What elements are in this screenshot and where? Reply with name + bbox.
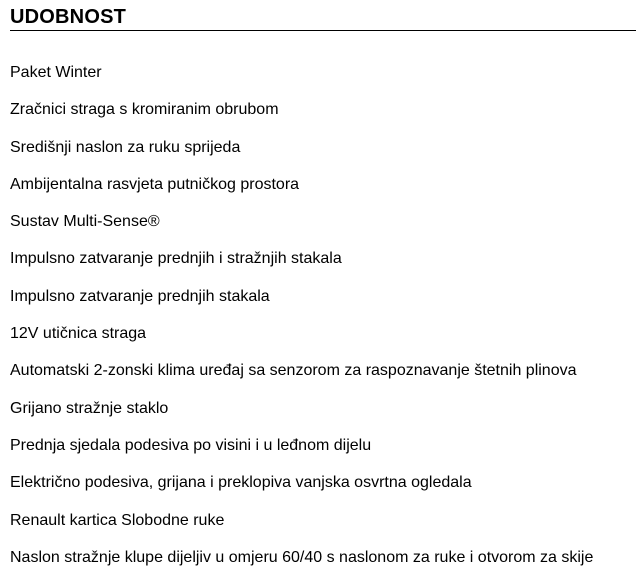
feature-item-climate-control: Automatski 2-zonski klima uređaj sa senzorom za raspoznavanje štetnih plinova [10, 362, 577, 380]
feature-item-12v-socket: 12V utičnica straga [10, 325, 147, 343]
feature-item-mirrors: Električno podesiva, grijana i preklopiva vanjska osvrtna ogledala [10, 474, 472, 492]
section-title: UDOBNOST [10, 6, 127, 28]
feature-item-rear-vents: Zračnici straga s kromiranim obrubom [10, 101, 279, 119]
feature-item-impulse-windows-front: Impulsno zatvaranje prednjih stakala [10, 287, 270, 305]
feature-item-front-armrest: Središnji naslon za ruku sprijeda [10, 138, 241, 156]
feature-item-adjustable-seats: Prednja sjedala podesiva po visini i u leđnom dijelu [10, 436, 372, 454]
feature-item-heated-rear-window: Grijano stražnje staklo [10, 399, 169, 417]
feature-item-ambient-lighting: Ambijentalna rasvjeta putničkog prostora [10, 175, 300, 193]
feature-list [10, 63, 630, 585]
feature-item-rear-bench: Naslon stražnje klupe dijeljiv u omjeru 60/40 s naslonom za ruke i otvorom za skije [10, 548, 594, 566]
feature-item-paket-winter: Paket Winter [10, 64, 102, 81]
feature-item-keycard: Renault kartica Slobodne ruke [10, 511, 225, 529]
feature-item-impulse-windows-all: Impulsno zatvaranje prednjih i stražnjih stakala [10, 250, 342, 268]
feature-item-multi-sense: Sustav Multi-Sense® [10, 213, 160, 231]
title-divider [10, 30, 636, 31]
